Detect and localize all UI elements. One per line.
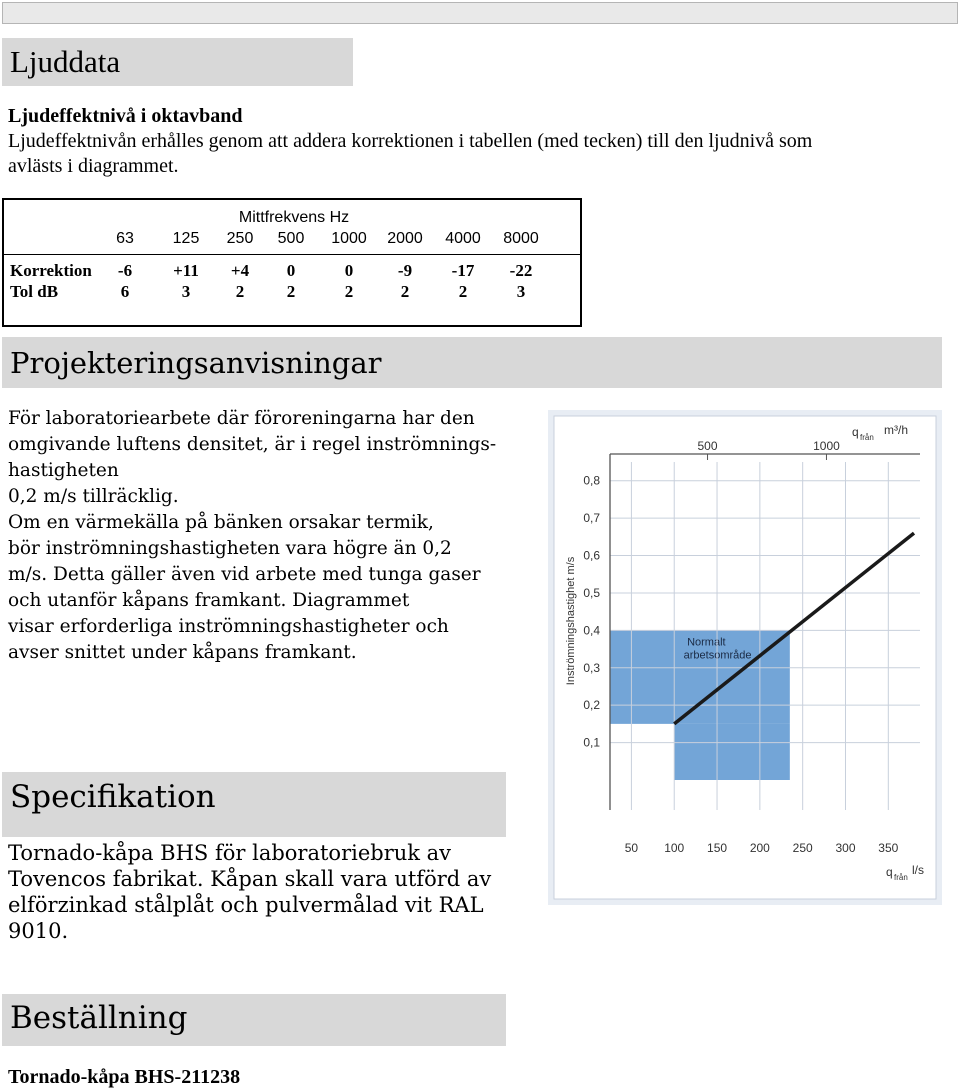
frequency-cell: 1000: [331, 230, 367, 247]
frequency-cell: 8000: [503, 230, 539, 247]
row-value: 2: [286, 282, 296, 301]
region-label: Normalt: [687, 636, 726, 649]
frequency-cell: 125: [172, 230, 200, 247]
x-axis-label: q: [886, 865, 893, 879]
y-axis-label: Inströmningshastighet m/s: [565, 556, 577, 686]
section-header-projektering: [2, 337, 942, 388]
text-line: Tovencos fabrikat. Kåpan skall vara utförd av: [8, 867, 492, 891]
intro-line-1: Ljudeffektnivån erhålles genom att addera korrektionen i tabellen (med tecken) till den ljudnivå som: [8, 130, 813, 152]
x-top-axis-label-sub: från: [860, 433, 874, 442]
x-top-tick-label: 1000: [813, 439, 840, 453]
velocity-chart: [548, 410, 942, 905]
text-line: hastigheten: [8, 460, 119, 481]
text-line: omgivande luftens densitet, är i regel inströmnings-: [8, 434, 497, 455]
row-value: +4: [230, 261, 250, 280]
text-line: För laboratoriearbete där föroreningarna har den: [8, 408, 475, 429]
row-value: 2: [400, 282, 410, 301]
section-header-bestallning: [2, 994, 506, 1046]
text-line: avser snittet under kåpans framkant.: [8, 642, 357, 663]
x-top-axis-label: q: [852, 425, 859, 439]
x-tick-label: 50: [624, 841, 639, 855]
row-value: -9: [397, 261, 413, 280]
text-line: elförzinkad stålplåt och pulvermålad vit RAL: [8, 893, 484, 917]
x-tick-label: 200: [749, 841, 770, 855]
x-tick-label: 350: [878, 841, 899, 855]
y-tick-label: 0,1: [583, 735, 600, 750]
y-tick-label: 0,5: [583, 585, 600, 600]
table-header: Mittfrekvens Hz: [238, 209, 350, 226]
x-tick-label: 150: [707, 841, 728, 855]
text-line: 0,2 m/s tillräcklig.: [8, 486, 179, 507]
row-value: 0: [286, 261, 296, 280]
y-tick-label: 0,2: [583, 698, 600, 713]
y-tick-label: 0,4: [583, 623, 600, 638]
y-tick-label: 0,6: [583, 548, 600, 563]
text-line: Tornado-kåpa BHS för laboratoriebruk av: [8, 841, 452, 865]
projektering-text: [8, 406, 496, 666]
row-value: 3: [181, 282, 191, 301]
table-divider: [4, 254, 580, 255]
top-bar: [2, 2, 958, 24]
x-axis-label-sub: från: [894, 873, 908, 882]
text-line: 9010.: [8, 919, 69, 943]
x-axis-label-unit: l/s: [912, 863, 924, 877]
row-value: 0: [344, 261, 354, 280]
frequency-cell: 4000: [445, 230, 481, 247]
frequency-cell: 2000: [387, 230, 423, 247]
y-tick-label: 0,3: [583, 660, 600, 675]
frequency-cell: 63: [116, 230, 134, 247]
text-line: bör inströmningshastigheten vara högre än 0,2: [8, 538, 452, 559]
x-tick-label: 250: [792, 841, 813, 855]
section-header-specifikation: [2, 772, 506, 837]
frequency-cell: 250: [226, 230, 254, 247]
order-item: Tornado-kåpa BHS-211238: [8, 1066, 241, 1088]
section-title: Projekteringsanvisningar: [10, 346, 382, 380]
row-value: -17: [451, 261, 475, 280]
row-value: +11: [173, 261, 199, 280]
text-line: m/s. Detta gäller även vid arbete med tunga gaser: [8, 564, 481, 585]
row-value: 2: [458, 282, 468, 301]
y-tick-label: 0,7: [583, 511, 600, 526]
region-label: arbetsområde: [683, 649, 752, 662]
text-line: och utanför kåpans framkant. Diagrammet: [8, 590, 410, 611]
x-tick-label: 300: [835, 841, 856, 855]
section-title: Ljuddata: [10, 44, 121, 79]
row-value: 2: [344, 282, 354, 301]
subtitle: Ljudeffektnivå i oktavband: [8, 105, 243, 127]
text-line: visar erforderliga inströmningshastigheter och: [8, 616, 449, 637]
row-value: 2: [235, 282, 245, 301]
row-label: Tol dB: [10, 282, 59, 301]
x-top-axis-label-unit: m³/h: [884, 423, 908, 437]
text-line: Om en värmekälla på bänken orsakar termik,: [8, 512, 434, 533]
row-value: -6: [117, 261, 133, 280]
region-lower: [674, 724, 790, 780]
section-title: Specifikation: [10, 779, 216, 815]
frequency-cell: 500: [277, 230, 305, 247]
row-value: 6: [120, 282, 130, 301]
section-header-ljuddata: [2, 38, 353, 86]
frequency-table: [2, 198, 582, 327]
section-title: Beställning: [10, 1000, 188, 1036]
x-top-tick-label: 500: [697, 439, 718, 453]
row-label: Korrektion: [10, 261, 92, 280]
intro-line-2: avlästs i diagrammet.: [8, 155, 179, 177]
y-tick-label: 0,8: [583, 473, 600, 488]
row-value: -22: [509, 261, 533, 280]
specifikation-text: [8, 840, 491, 944]
row-value: 3: [516, 282, 526, 301]
x-tick-label: 100: [664, 841, 685, 855]
